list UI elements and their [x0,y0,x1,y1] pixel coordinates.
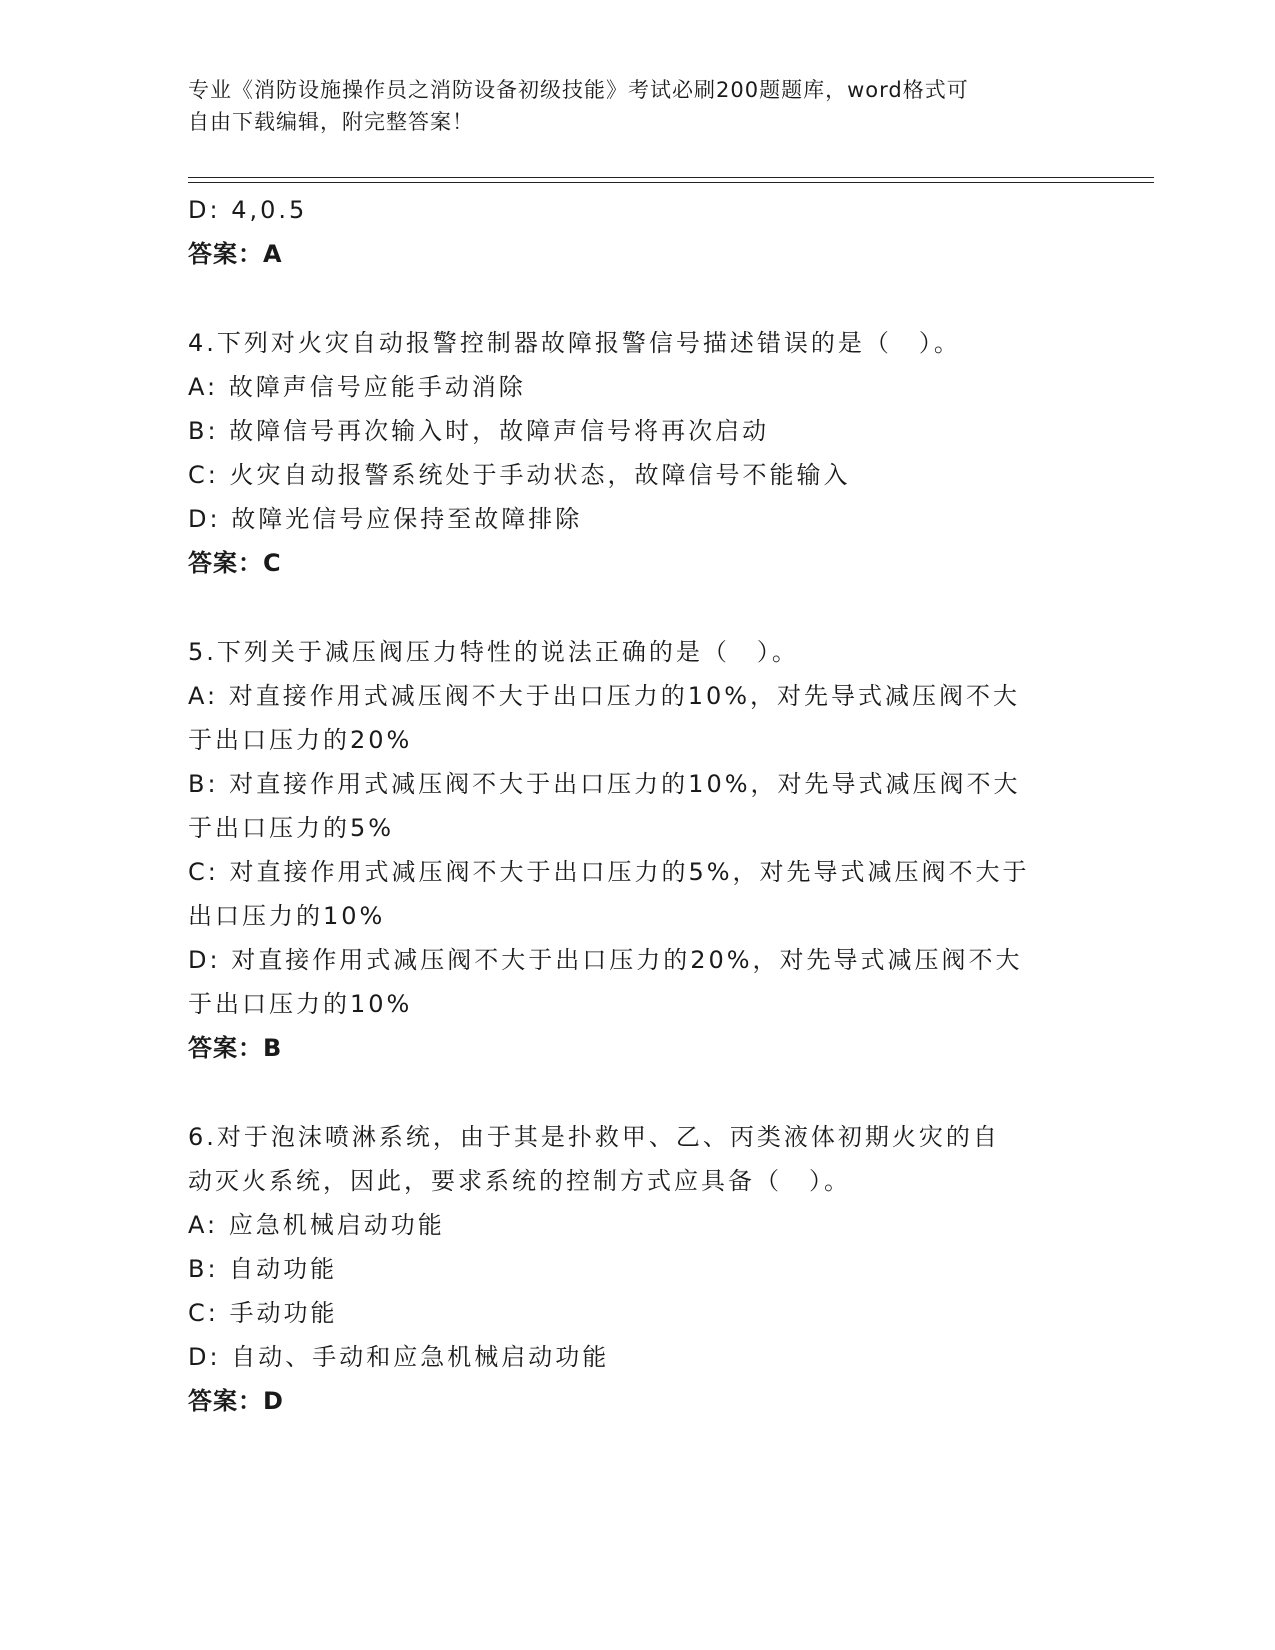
header-title-line-1: 专业《消防设施操作员之消防设备初级技能》考试必刷200题题库，word格式可 [188,78,969,102]
q4-option-d: D: 故障光信号应保持至故障排除 [188,505,583,533]
q5-option-c-line1: C: 对直接作用式减压阀不大于出口压力的5%，对先导式减压阀不大于 [188,858,1030,886]
header-title-line-2: 自由下载编辑，附完整答案！ [188,110,474,134]
q4-option-a: A: 故障声信号应能手动消除 [188,373,526,401]
q6-option-d: D: 自动、手动和应急机械启动功能 [188,1343,610,1371]
prev-option-d: D: 4,0.5 [188,196,308,224]
q6-stem-line1: 6.对于泡沫喷淋系统，由于其是扑救甲、乙、丙类液体初期火灾的自 [188,1123,1000,1151]
prev-answer: 答案：A [188,240,283,268]
q4-answer: 答案：C [188,549,282,577]
q5-stem: 5.下列关于减压阀压力特性的说法正确的是（ ）。 [188,638,799,666]
document-header [188,74,1068,138]
q5-option-c-line2: 出口压力的10% [188,902,386,930]
q4-option-b: B: 故障信号再次输入时，故障声信号将再次启动 [188,417,770,445]
q6-option-b: B: 自动功能 [188,1255,338,1283]
q5-option-b-line2: 于出口压力的5% [188,814,395,842]
q6-answer: 答案：D [188,1387,284,1415]
header-divider-top [188,177,1154,178]
q5-option-d-line2: 于出口压力的10% [188,990,413,1018]
q5-option-a-line2: 于出口压力的20% [188,726,413,754]
q4-option-c: C: 火灾自动报警系统处于手动状态，故障信号不能输入 [188,461,851,489]
q5-option-d-line1: D: 对直接作用式减压阀不大于出口压力的20%，对先导式减压阀不大 [188,946,1023,974]
q5-option-b-line1: B: 对直接作用式减压阀不大于出口压力的10%，对先导式减压阀不大 [188,770,1021,798]
q5-option-a-line1: A: 对直接作用式减压阀不大于出口压力的10%，对先导式减压阀不大 [188,682,1021,710]
q4-stem: 4.下列对火灾自动报警控制器故障报警信号描述错误的是（ ）。 [188,329,961,357]
header-divider-bottom [188,182,1154,183]
q6-stem-line2: 动灭火系统，因此，要求系统的控制方式应具备（ ）。 [188,1167,851,1195]
q5-answer: 答案：B [188,1034,283,1062]
q6-option-a: A: 应急机械启动功能 [188,1211,445,1239]
q6-option-c: C: 手动功能 [188,1299,338,1327]
